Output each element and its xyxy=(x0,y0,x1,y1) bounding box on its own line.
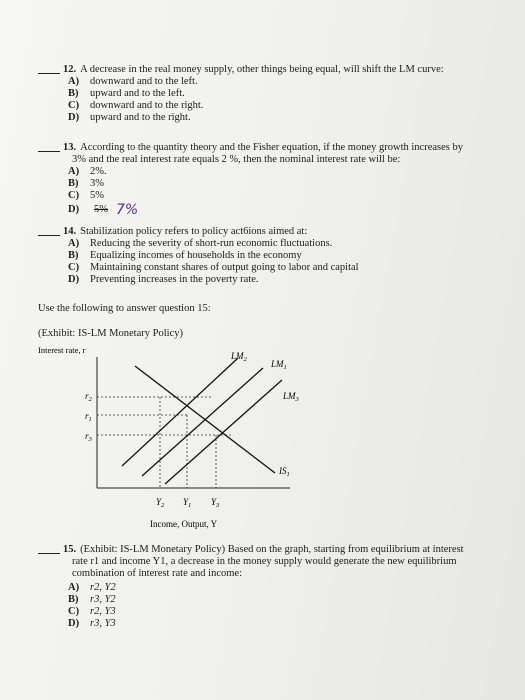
r2-label: $r_2$ xyxy=(85,391,92,403)
question-stem: A decrease in the real money supply, other things being equal, will shift the LM curve: xyxy=(80,64,444,75)
answer-blank[interactable] xyxy=(38,544,60,554)
question-stem-line2: rate r1 and income Y1, a decrease in the money supply would generate the new equilibrium xyxy=(72,556,457,567)
question-stem: Stabilization policy refers to policy act6ions aimed at: xyxy=(80,226,308,237)
lm3-label: $LM_3$ xyxy=(283,391,299,403)
is1-curve xyxy=(135,366,275,473)
option-b: B) upward and to the left. xyxy=(68,88,185,99)
option-c: C) r2, Y3 xyxy=(68,606,116,617)
question-stem-line1: According to the quantity theory and the Fisher equation, if the money growth increases by xyxy=(80,142,463,153)
option-c: C) 5% xyxy=(68,190,104,201)
option-a: A) r2, Y2 xyxy=(68,582,116,593)
option-c: C) downward and to the right. xyxy=(68,100,204,111)
question-stem-line2: 3% and the real interest rate equals 2 %, then the nominal interest rate will be: xyxy=(72,154,401,165)
y3-label: $Y_3$ xyxy=(211,497,220,509)
lm3-curve xyxy=(165,380,282,484)
instruction-text: Use the following to answer question 15: xyxy=(38,303,211,314)
question-15 xyxy=(38,544,508,630)
handwritten-answer: 7% xyxy=(116,202,139,218)
exhibit-title: (Exhibit: IS-LM Monetary Policy) xyxy=(38,328,183,339)
question-number: 14. xyxy=(63,226,77,237)
crossed-out-answer: 5% xyxy=(94,204,108,215)
is1-label: $IS_1$ xyxy=(279,466,290,478)
option-a: A) downward and to the left. xyxy=(68,76,198,87)
option-b: B) Equalizing incomes of households in the economy xyxy=(68,250,302,261)
question-stem-line1: (Exhibit: IS-LM Monetary Policy) Based on the graph, starting from equilibrium at interest xyxy=(80,544,464,555)
question-number: 15. xyxy=(63,544,77,555)
option-d: D) upward and to the right. xyxy=(68,112,191,123)
lm2-label: $LM_2$ xyxy=(231,351,247,363)
r3-label: $r_3$ xyxy=(85,431,92,443)
y-axis-label: Interest rate, r xyxy=(38,345,86,355)
option-b: B) r3, Y2 xyxy=(68,594,116,605)
x-axis-label: Income, Output, Y xyxy=(150,519,218,529)
option-a: A) 2%. xyxy=(68,166,107,177)
lm1-label: $LM_1$ xyxy=(271,359,287,371)
option-d: D) 5% 7% xyxy=(68,202,139,218)
y1-label: $Y_1$ xyxy=(183,497,192,509)
options-list xyxy=(68,582,508,630)
lm2-curve xyxy=(122,358,238,466)
option-b: B) 3% xyxy=(68,178,104,189)
option-c: C) Maintaining constant shares of output going to labor and capital xyxy=(68,262,359,273)
option-a: A) Reducing the severity of short-run economic fluctuations. xyxy=(68,238,333,249)
question-stem-line3: combination of interest rate and income: xyxy=(72,568,242,579)
y2-label: $Y_2$ xyxy=(156,497,165,509)
r1-label: $r_1$ xyxy=(85,411,92,423)
question-number: 12. xyxy=(63,64,77,75)
option-d: D) Preventing increases in the poverty rate. xyxy=(68,274,259,285)
question-number: 13. xyxy=(63,142,77,153)
option-d: D) r3, Y3 xyxy=(68,618,116,629)
